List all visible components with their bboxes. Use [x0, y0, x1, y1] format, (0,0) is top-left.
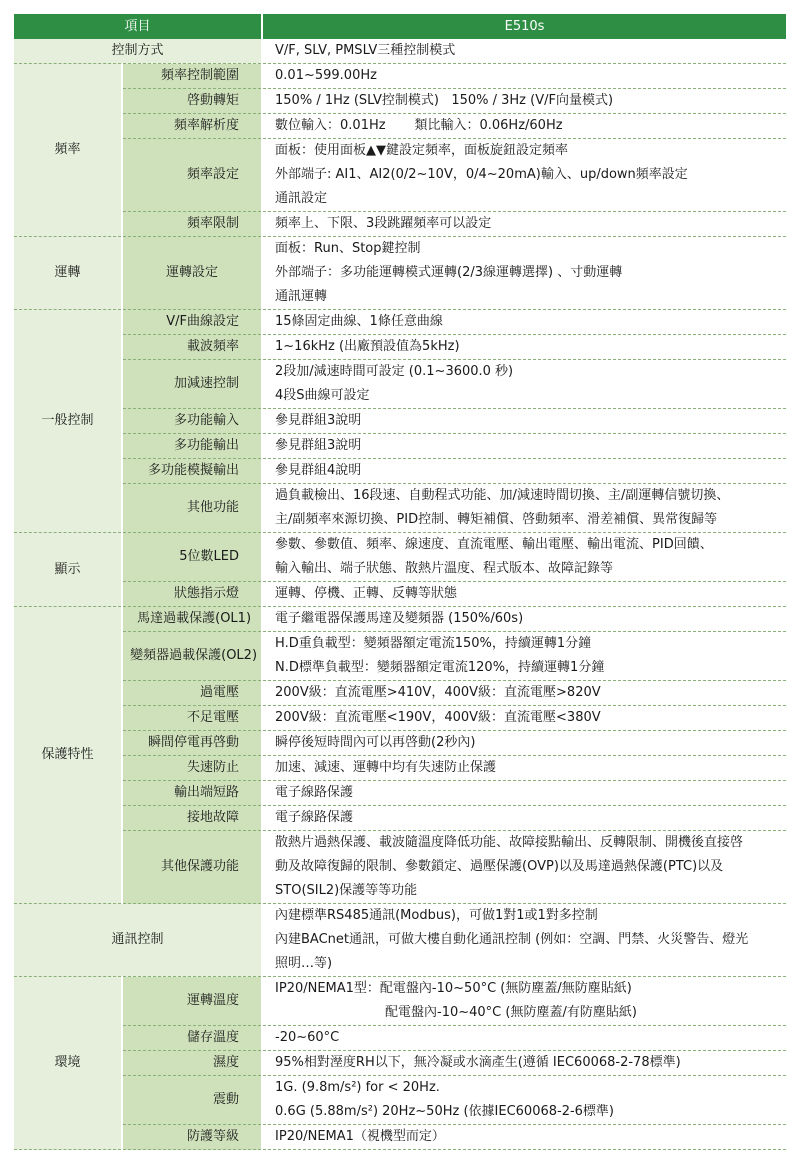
row-label: 其他功能	[122, 484, 262, 533]
row-value: 參見群組3說明	[262, 409, 786, 434]
table-row	[14, 632, 786, 681]
table-row	[14, 533, 786, 582]
row-value	[262, 237, 786, 310]
value-line: 動及故障復歸的限制、參數鎖定、過壓保護(OVP)以及馬達過熱保護(PTC)以及	[275, 859, 724, 874]
row-label: 運轉溫度	[122, 977, 262, 1026]
table-row	[14, 434, 786, 459]
row-label: 運轉設定	[122, 237, 262, 310]
row-label: 5位數LED	[122, 533, 262, 582]
row-label: 載波頻率	[122, 335, 262, 360]
value-line: 通訊設定	[275, 191, 328, 206]
value-line: N.D標準負載型：變頻器額定電流120%，持續運轉1分鐘	[275, 660, 605, 675]
group-label: 運轉	[14, 237, 122, 310]
row-value	[262, 484, 786, 533]
value-line: 外部端子: AI1、AI2(0/2~10V，0/4~20mA)輸入、up/down頻率設定	[275, 167, 688, 182]
value-line: H.D重負載型：變頻器額定電流150%，持續運轉1分鐘	[275, 636, 592, 651]
spec-table-wrapper	[14, 14, 786, 1150]
row-label: 頻率設定	[122, 139, 262, 212]
row-label: 失速防止	[122, 756, 262, 781]
value-line: IP20/NEMA1型：配電盤內-10~50°C (無防塵蓋/無防塵貼紙)	[275, 981, 632, 996]
row-label: 其他保護功能	[122, 831, 262, 904]
table-row	[14, 681, 786, 706]
row-label: 不足電壓	[122, 706, 262, 731]
row-value: 1~16kHz (出廠預設值為5kHz)	[262, 335, 786, 360]
value-line: 參數、參數值、頻率、線速度、直流電壓、輸出電壓、輸出電流、PID回饋、	[275, 537, 713, 552]
row-value	[262, 831, 786, 904]
row-label: 頻率解析度	[122, 114, 262, 139]
value-line: 輸入輸出、端子狀態、散熱片溫度、程式版本、故障記錄等	[275, 561, 614, 576]
table-row	[14, 139, 786, 212]
spec-table	[14, 14, 786, 1150]
value-line: 主/副頻率來源切換、PID控制、轉矩補償、啓動頻率、滑差補償、異常復歸等	[275, 512, 718, 527]
group-label: 一般控制	[14, 310, 122, 533]
table-row	[14, 1076, 786, 1125]
row-label: 多功能輸入	[122, 409, 262, 434]
row-value	[262, 632, 786, 681]
value-line: 照明…等)	[275, 956, 333, 971]
table-row	[14, 459, 786, 484]
row-label: 濕度	[122, 1051, 262, 1076]
row-label: 頻率限制	[122, 212, 262, 237]
row-label: 控制方式	[14, 39, 262, 64]
row-value: 參見群組3說明	[262, 434, 786, 459]
row-label: 啓動轉矩	[122, 89, 262, 114]
value-line: 0.6G (5.88m/s²) 20Hz~50Hz (依據IEC60068-2-6標準)	[275, 1104, 614, 1119]
group-label: 環境	[14, 977, 122, 1150]
value-line: 內建BACnet通訊，可做大樓自動化通訊控制 (例如：空調、門禁、火災警告、燈光	[275, 932, 749, 947]
table-row	[14, 310, 786, 335]
row-value: 頻率上、下限、3段跳躍頻率可以設定	[262, 212, 786, 237]
row-label: 儲存溫度	[122, 1026, 262, 1051]
table-row	[14, 806, 786, 831]
row-value	[262, 1076, 786, 1125]
row-value: 參見群組4說明	[262, 459, 786, 484]
table-row	[14, 64, 786, 89]
row-label: 防護等級	[122, 1125, 262, 1150]
row-value: 運轉、停機、正轉、反轉等狀態	[262, 582, 786, 607]
row-value: V/F, SLV, PMSLV三種控制模式	[262, 39, 786, 64]
table-row	[14, 731, 786, 756]
table-row	[14, 831, 786, 904]
value-line: 面板：使用面板▲▼鍵設定頻率，面板旋鈕設定頻率	[275, 143, 569, 158]
table-row	[14, 335, 786, 360]
row-value: 0.01~599.00Hz	[262, 64, 786, 89]
row-value: 200V級：直流電壓<190V，400V級：直流電壓<380V	[262, 706, 786, 731]
value-line: 2段加/減速時間可設定 (0.1~3600.0 秒)	[275, 364, 514, 379]
table-row	[14, 706, 786, 731]
table-row	[14, 1026, 786, 1051]
group-label: 頻率	[14, 64, 122, 237]
row-value: 電子線路保護	[262, 781, 786, 806]
value-line: 1G. (9.8m/s²) for < 20Hz.	[275, 1080, 440, 1095]
value-line: 面板：Run、Stop鍵控制	[275, 241, 421, 256]
row-value: 加速、減速、運轉中均有失速防止保護	[262, 756, 786, 781]
row-label: 多功能輸出	[122, 434, 262, 459]
row-label: 通訊控制	[14, 904, 262, 977]
row-value: 瞬停後短時間內可以再啓動(2秒內)	[262, 731, 786, 756]
table-row	[14, 607, 786, 632]
table-row	[14, 582, 786, 607]
value-line: 配電盤內-10~40°C (無防塵蓋/有防塵貼紙)	[385, 1005, 637, 1020]
value-line: 過負載檢出、16段速、自動程式功能、加/減速時間切換、主/副運轉信號切換、	[275, 488, 730, 503]
row-label: 多功能模擬輸出	[122, 459, 262, 484]
row-value: 150% / 1Hz (SLV控制模式) 150% / 3Hz (V/F向量模式)	[262, 89, 786, 114]
table-row	[14, 89, 786, 114]
table-row	[14, 484, 786, 533]
row-value	[262, 904, 786, 977]
table-row	[14, 39, 786, 64]
table-row	[14, 114, 786, 139]
value-line: 4段S曲線可設定	[275, 388, 370, 403]
row-value	[262, 139, 786, 212]
table-row	[14, 756, 786, 781]
table-row	[14, 904, 786, 977]
row-label: 狀態指示燈	[122, 582, 262, 607]
row-value	[262, 360, 786, 409]
table-row	[14, 409, 786, 434]
row-label: 過電壓	[122, 681, 262, 706]
row-label: 加減速控制	[122, 360, 262, 409]
table-row	[14, 237, 786, 310]
value-line: 內建標準RS485通訊(Modbus)，可做1對1或1對多控制	[275, 908, 598, 923]
row-label: 頻率控制範圍	[122, 64, 262, 89]
row-value: 數位輸入：0.01Hz 類比輸入：0.06Hz/60Hz	[262, 114, 786, 139]
table-row	[14, 1051, 786, 1076]
table-row	[14, 781, 786, 806]
row-value: 95%相對溼度RH以下，無冷凝或水滴產生(遵循 IEC60068-2-78標準)	[262, 1051, 786, 1076]
value-line: 外部端子：多功能運轉模式運轉(2/3線運轉選擇) 、寸動運轉	[275, 265, 623, 280]
row-label: 震動	[122, 1076, 262, 1125]
row-label: V/F曲線設定	[122, 310, 262, 335]
row-label: 接地故障	[122, 806, 262, 831]
row-value: 電子線路保護	[262, 806, 786, 831]
header-model: E510s	[262, 14, 786, 39]
value-line: 散熱片過熱保護、載波隨溫度降低功能、故障接點輸出、反轉限制、開機後直接啓	[275, 835, 744, 850]
row-value: -20~60°C	[262, 1026, 786, 1051]
row-value	[262, 533, 786, 582]
row-value: 15條固定曲線、1條任意曲線	[262, 310, 786, 335]
row-label: 馬達過載保護(OL1)	[122, 607, 262, 632]
row-label: 變頻器過載保護(OL2)	[122, 632, 262, 681]
group-label: 保護特性	[14, 607, 122, 904]
row-value	[262, 977, 786, 1026]
value-line: 通訊運轉	[275, 289, 328, 304]
table-row	[14, 1125, 786, 1150]
row-value: 200V級：直流電壓>410V，400V級：直流電壓>820V	[262, 681, 786, 706]
table-row	[14, 212, 786, 237]
header-item: 項目	[14, 14, 262, 39]
table-row	[14, 360, 786, 409]
row-value: IP20/NEMA1（視機型而定）	[262, 1125, 786, 1150]
header-row	[14, 14, 786, 39]
row-value: 電子繼電器保護馬達及變頻器 (150%/60s)	[262, 607, 786, 632]
row-label: 輸出端短路	[122, 781, 262, 806]
value-line: STO(SIL2)保護等等功能	[275, 883, 418, 898]
table-row	[14, 977, 786, 1026]
group-label: 顯示	[14, 533, 122, 607]
row-label: 瞬間停電再啓動	[122, 731, 262, 756]
